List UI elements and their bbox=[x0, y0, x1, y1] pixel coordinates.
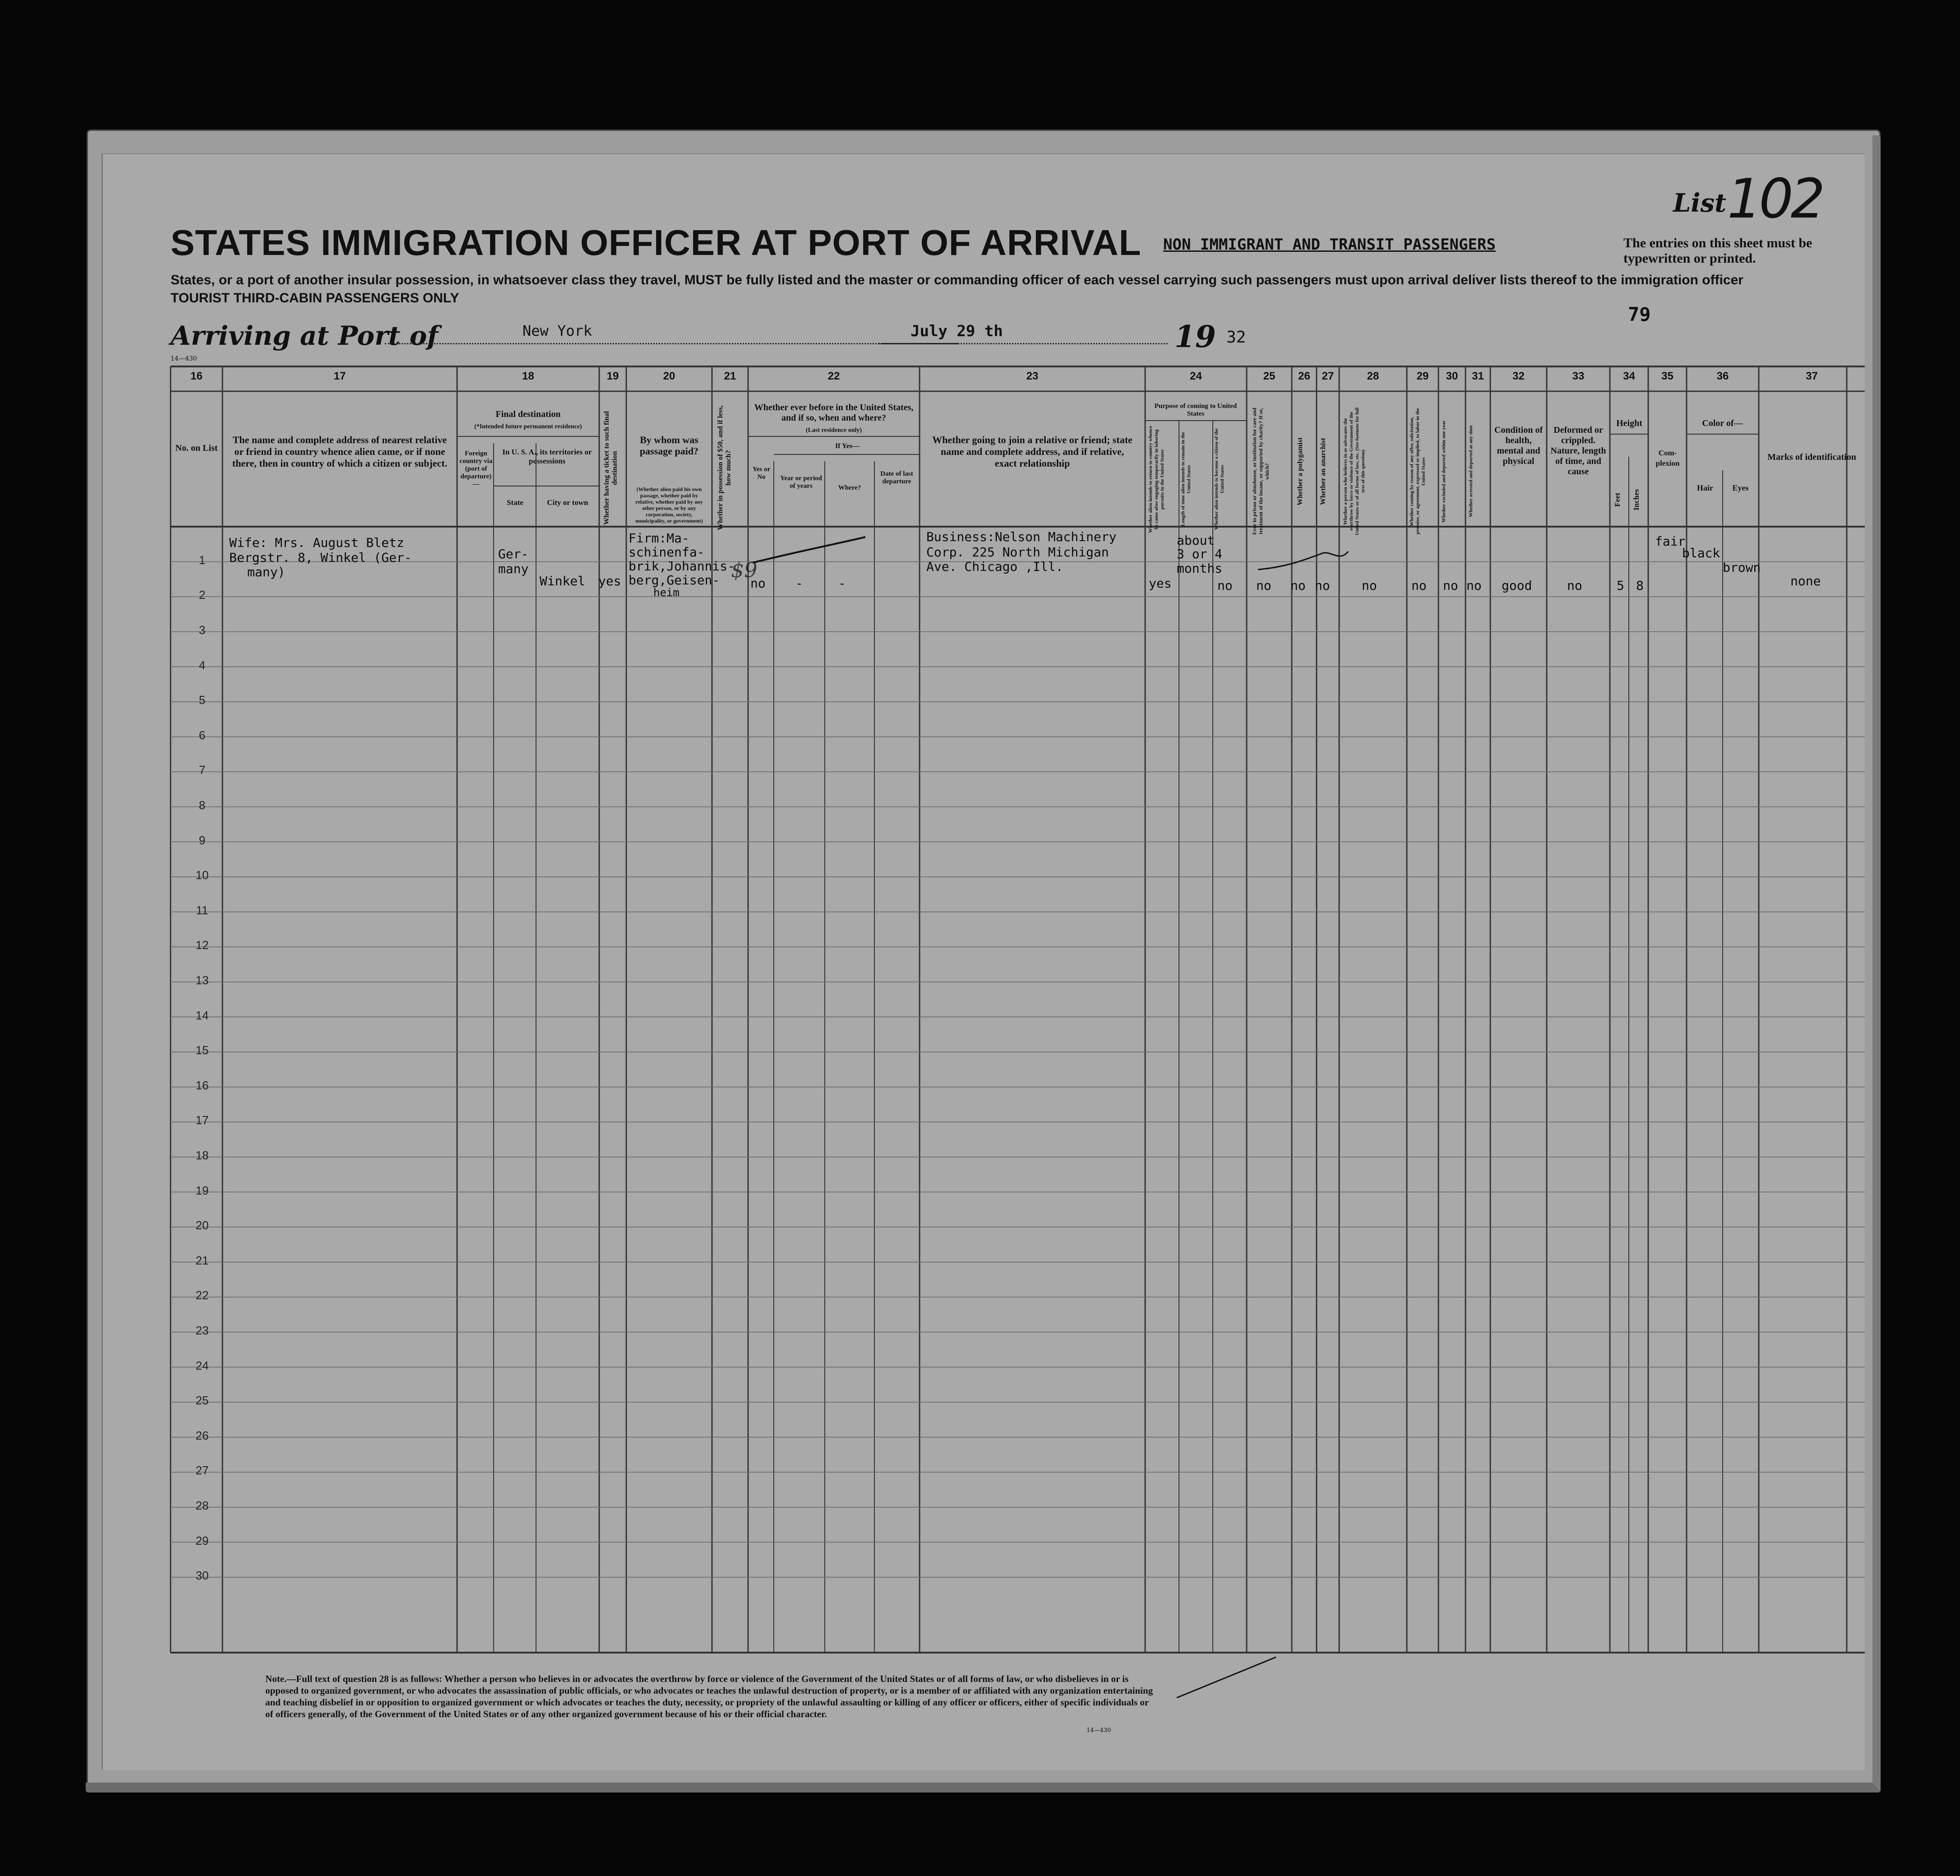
entry-before-where: - bbox=[838, 576, 846, 591]
entry-join-line3: Ave. Chicago ,Ill. bbox=[926, 559, 1063, 574]
header-marks: Marks of identification bbox=[1767, 452, 1856, 462]
header-feet: Feet bbox=[1613, 492, 1622, 507]
col-number-25: 25 bbox=[1263, 370, 1276, 382]
footnote-question-28: Note.—Full text of question 28 is as follows: Whether a person who believes in or advocates the overthrow by force or violence of the Government of the United States or of all forms of law, or who disbelieves in or is opposed to organized government, or who advocates the assassination of public officials, or who advocates or teaches the unlawful destruction of property, or is a member of or affiliated with any organization entertaining and teaching disbelief in or opposition to organized government or which advocates or teaches the duty, necessity, or propriety of the unlawful assaulting or killing of any officer or officers, either of specific individuals or of officers generally, of the Government of the United States or of any other organized government because of his or their official character. bbox=[265, 1673, 1153, 1719]
col-number-22: 22 bbox=[827, 370, 840, 382]
entry-labor-offer: no bbox=[1411, 578, 1427, 593]
header-purpose-length: Length of time alien intends to remain in the United States bbox=[1180, 432, 1192, 527]
col-number-18: 18 bbox=[522, 370, 534, 382]
row-number: 25 bbox=[195, 1394, 209, 1408]
header-final-destination-sub: (*Intended future permanent residence) bbox=[474, 423, 582, 430]
row-number: 1 bbox=[199, 553, 206, 567]
entry-ticket: yes bbox=[598, 574, 621, 588]
entry-complexion: fair bbox=[1655, 534, 1686, 549]
header-city: City or town bbox=[547, 498, 588, 507]
row-number: 14 bbox=[195, 1008, 209, 1022]
entry-relative-line2: Bergstr. 8, Winkel (Ger- bbox=[229, 550, 412, 565]
year-suffix: 32 bbox=[1226, 328, 1246, 347]
header-complexion: Com-plexion bbox=[1655, 449, 1680, 468]
col-number-17: 17 bbox=[333, 370, 346, 382]
row-number: 3 bbox=[199, 623, 206, 637]
header-deformed: Deformed or crippled. Nature, length of time, and cause bbox=[1550, 425, 1606, 477]
row-number: 21 bbox=[195, 1253, 209, 1267]
col-number-27: 27 bbox=[1322, 370, 1334, 382]
entry-inches: 8 bbox=[1636, 578, 1644, 593]
entry-anarchist: no bbox=[1315, 578, 1330, 593]
header-year: Year or period of years bbox=[780, 475, 822, 490]
list-label: List bbox=[1673, 188, 1727, 218]
col-number-20: 20 bbox=[663, 370, 675, 382]
row-number: 28 bbox=[195, 1499, 209, 1512]
header-before-sub: (Last residence only) bbox=[805, 427, 862, 434]
row-number: 23 bbox=[195, 1324, 209, 1337]
row-number: 20 bbox=[195, 1218, 209, 1232]
entry-paid-line4: berg,Geisen- bbox=[629, 573, 720, 588]
header-prison: Ever in prison or almshouse, or institution for care and treatment of the insane, or supported by charity? If so, which? bbox=[1251, 408, 1270, 535]
header-in-usa: In U. S. A., its territories or possessions bbox=[502, 448, 592, 465]
entry-join-line1: Business:Nelson Machinery bbox=[926, 529, 1117, 544]
header-ticket: Whether having a ticket to such final destination bbox=[603, 411, 619, 525]
header-excluded: Whether excluded and deported within one year bbox=[1441, 420, 1447, 523]
entry-paid-line1: Firm:Ma- bbox=[629, 531, 689, 546]
col-number-34: 34 bbox=[1623, 370, 1635, 382]
entry-relative-line1: Wife: Mrs. August Bletz bbox=[229, 535, 404, 550]
entry-marks: none bbox=[1790, 574, 1821, 588]
row-number: 8 bbox=[199, 798, 206, 812]
header-final-destination: Final destination bbox=[495, 409, 561, 419]
row-number: 18 bbox=[195, 1149, 209, 1162]
header-money: Whether in possession of $50, and if less, how much? bbox=[717, 405, 732, 531]
entry-join-line2: Corp. 225 North Michigan bbox=[926, 545, 1109, 560]
header-anarchist: Whether an anarchist bbox=[1319, 438, 1327, 505]
entry-length-line2: 3 or 4 bbox=[1177, 547, 1223, 561]
col-number-23: 23 bbox=[1026, 370, 1039, 382]
header-relative-address: The name and complete address of nearest relative or friend in country whence alien came, or if none there, then in country of which a citizen or subject. bbox=[232, 434, 448, 469]
col-number-33: 33 bbox=[1572, 370, 1585, 382]
entry-relative-line3: many) bbox=[247, 565, 286, 579]
header-no-on-list: No. on List bbox=[175, 443, 218, 453]
col-number-36: 36 bbox=[1716, 370, 1729, 382]
col-number-19: 19 bbox=[606, 370, 619, 382]
row-number: 22 bbox=[195, 1288, 209, 1302]
entry-length-line1: about bbox=[1177, 533, 1215, 548]
row-number: 11 bbox=[196, 903, 208, 917]
row-number: 16 bbox=[195, 1078, 209, 1092]
entry-hair: black bbox=[1682, 546, 1720, 560]
row-number: 6 bbox=[199, 728, 206, 742]
col-number-21: 21 bbox=[724, 370, 736, 382]
sheet-number: 79 bbox=[1628, 303, 1651, 325]
year-prefix: 19 bbox=[1174, 319, 1216, 354]
col-number-30: 30 bbox=[1446, 370, 1458, 382]
header-arrested: Whether arrested and deported at any time bbox=[1468, 425, 1474, 518]
header-purpose-citizen: Whether alien intends to become a citizen of the United States bbox=[1214, 428, 1225, 530]
entry-paid-line3: brik,Johannis- bbox=[629, 559, 735, 574]
col-number-16: 16 bbox=[190, 370, 203, 382]
header-before-in-us: Whether ever before in the United States, and if so, when and where? bbox=[754, 403, 914, 423]
entry-prison: no bbox=[1256, 578, 1271, 593]
entry-citizen: no bbox=[1217, 578, 1233, 593]
arriving-label: Arriving at Port of bbox=[171, 320, 439, 351]
col-number-37: 37 bbox=[1806, 370, 1818, 382]
header-purpose: Purpose of coming to United States bbox=[1154, 403, 1237, 417]
col-number-32: 32 bbox=[1512, 370, 1525, 382]
entry-state-line2: many bbox=[498, 561, 529, 576]
row-number: 13 bbox=[195, 973, 209, 987]
ruled-grid bbox=[103, 154, 1865, 1770]
form-code-bottom: 14—430 bbox=[1086, 1727, 1111, 1734]
manifest-sheet bbox=[102, 153, 1865, 1770]
ink-check bbox=[1258, 551, 1348, 570]
row-number: 7 bbox=[199, 763, 206, 777]
row-number: 17 bbox=[195, 1113, 209, 1127]
tourist-note: TOURIST THIRD-CABIN PASSENGERS ONLY bbox=[171, 291, 459, 306]
row-number: 4 bbox=[199, 658, 206, 672]
header-purpose-return: Whether alien intends to return to country whence he came after engaging temporarily in laboring pursuits in the United States bbox=[1148, 426, 1165, 533]
col-number-24: 24 bbox=[1190, 370, 1202, 382]
header-hair: Hair bbox=[1697, 483, 1713, 492]
typewritten-note: The entries on this sheet must be typewritten or printed. bbox=[1623, 236, 1812, 266]
list-number: 102 bbox=[1727, 168, 1823, 231]
row-number: 19 bbox=[195, 1183, 209, 1197]
header-polygamist: Whether a polygamist bbox=[1296, 437, 1304, 505]
header-question-28: Whether a person who believes in or advocates the overthrow by force or violence of the Government of the United States or of all forms of law, etc. (See footnote for full text of this question) bbox=[1343, 407, 1366, 536]
col-number-28: 28 bbox=[1367, 370, 1379, 382]
header-date-departure: Date of last departure bbox=[880, 470, 913, 485]
entry-eyes: brown bbox=[1723, 560, 1761, 575]
col-number-26: 26 bbox=[1298, 370, 1310, 382]
header-inches: Inches bbox=[1632, 489, 1641, 510]
entry-feet: 5 bbox=[1617, 578, 1624, 593]
header-color-of: Color of— bbox=[1702, 418, 1743, 428]
form-title: STATES IMMIGRATION OFFICER AT PORT OF ARRIVAL bbox=[171, 222, 1142, 263]
header-join-relative: Whether going to join a relative or friend; state name and complete address, and if relative, exact relationship bbox=[932, 434, 1133, 469]
ink-stroke bbox=[1177, 1657, 1276, 1698]
entry-arrested: no bbox=[1466, 578, 1482, 593]
form-code-top: 14—430 bbox=[171, 355, 197, 362]
date-value: July 29 th bbox=[911, 322, 1003, 340]
header-eyes: Eyes bbox=[1732, 483, 1749, 492]
header-foreign-country: Foreign country via (port of departure)— bbox=[459, 450, 493, 488]
row-number: 9 bbox=[199, 833, 206, 847]
entry-state-line1: Ger- bbox=[498, 547, 529, 561]
entry-before-yesno: no bbox=[750, 576, 766, 591]
header-passage-paid-sub: (Whether alien paid his own passage, whether paid by relative, whether paid by any other person, or by any corporation, society, municipality, or government) bbox=[635, 486, 703, 524]
header-if-yes: If Yes— bbox=[835, 442, 860, 450]
entry-health: good bbox=[1502, 578, 1532, 593]
entry-length-line3: months bbox=[1177, 561, 1223, 576]
entry-question-28: no bbox=[1362, 578, 1377, 593]
row-number: 30 bbox=[195, 1569, 209, 1583]
col-number-31: 31 bbox=[1472, 370, 1484, 382]
port-value: New York bbox=[522, 322, 592, 339]
row-number: 15 bbox=[195, 1043, 209, 1057]
entry-money-note: $9 bbox=[731, 558, 758, 582]
entry-city: Winkel bbox=[540, 574, 586, 588]
col-number-29: 29 bbox=[1416, 370, 1429, 382]
header-height: Height bbox=[1616, 418, 1642, 428]
header-where: Where? bbox=[838, 484, 861, 491]
entry-deformed: no bbox=[1567, 578, 1582, 593]
row-number: 26 bbox=[195, 1428, 209, 1442]
header-yes-no: Yes or No bbox=[752, 466, 771, 481]
entry-excluded: no bbox=[1443, 578, 1458, 593]
row-number: 24 bbox=[195, 1358, 209, 1372]
entry-paid-line2: schinenfa- bbox=[629, 545, 705, 560]
entry-return: yes bbox=[1149, 576, 1172, 591]
row-number: 27 bbox=[195, 1464, 209, 1478]
row-number: 2 bbox=[199, 588, 206, 602]
row-number: 12 bbox=[195, 938, 209, 952]
ink-stroke bbox=[753, 537, 865, 563]
col-number-35: 35 bbox=[1661, 370, 1673, 382]
passenger-class-note: NON IMMIGRANT AND TRANSIT PASSENGERS bbox=[1163, 236, 1496, 254]
entry-polygamist: no bbox=[1290, 578, 1306, 593]
entry-paid-line5: heim bbox=[653, 586, 680, 599]
row-number: 5 bbox=[199, 693, 206, 707]
entry-before-year: - bbox=[795, 576, 803, 591]
row-number: 10 bbox=[195, 868, 209, 882]
header-passage-paid: By whom was passage paid? bbox=[639, 434, 699, 457]
row-number: 29 bbox=[195, 1533, 209, 1547]
header-health: Condition of health, mental and physical bbox=[1494, 425, 1543, 466]
instruction-text: States, or a port of another insular possession, in whatsoever class they travel, MUST be fully listed and the master or commanding officer of each vessel carrying such passengers must upon arrival deliver lists thereof to the immigration officer bbox=[171, 273, 1743, 287]
header-state: State bbox=[507, 498, 523, 507]
header-labor-offer: Whether coming by reason of any offer, solicitation, promise, or agreement, expressed or implied, to labor in the United States bbox=[1409, 408, 1426, 535]
